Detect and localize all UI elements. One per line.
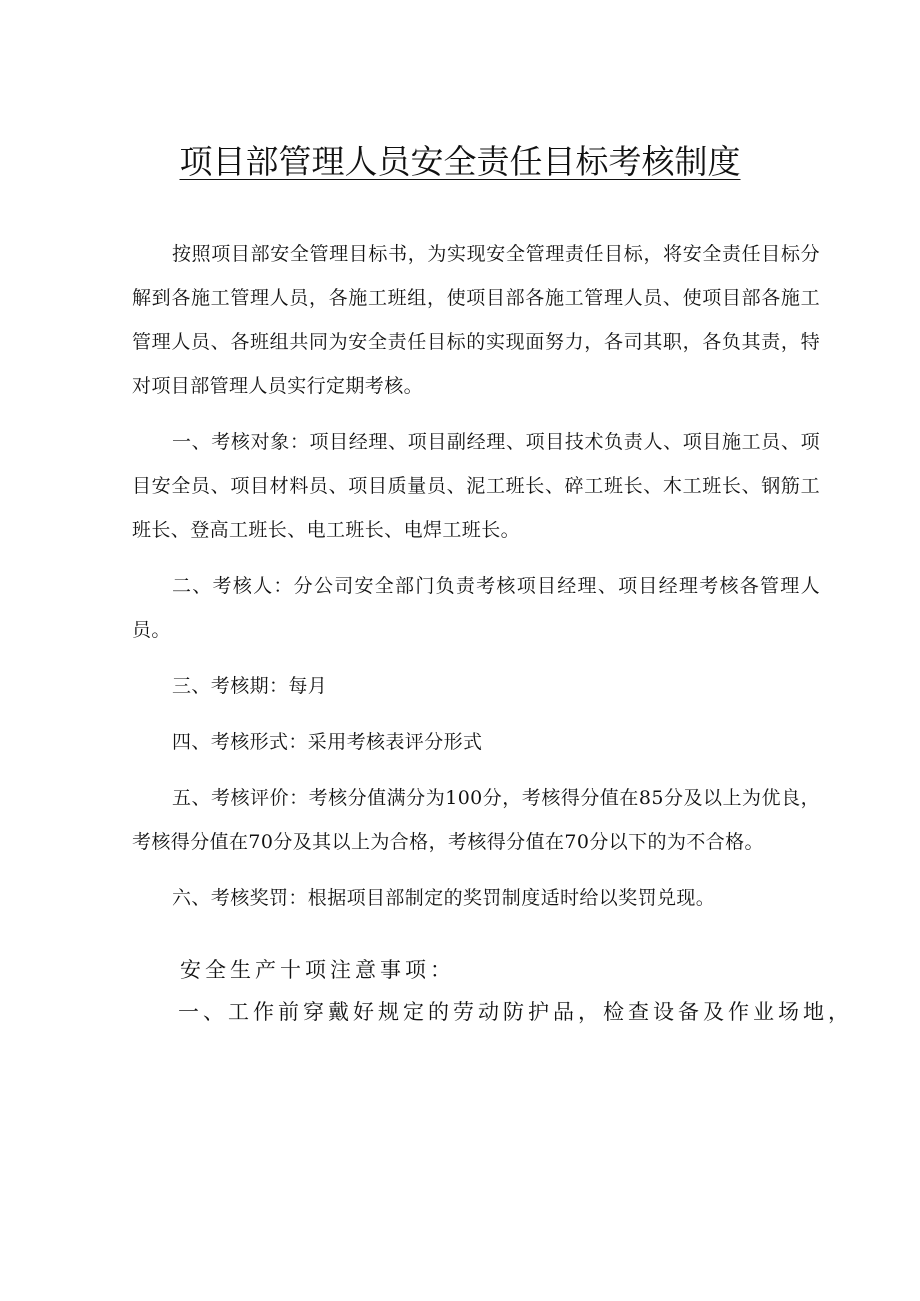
paragraph-assessment-form: 四、考核形式：采用考核表评分形式 [172,731,483,753]
paragraph-intro: 按照项目部安全管理目标书，为实现安全管理责任目标，将安全责任目标分解到各施工管理人员，各施工班组，使项目部各施工管理人员、使项目部各施工管理人员、各班组共同为安全责任目标的实现面努力，各司其职，各负其责，特对项目部管理人员实行定期考核。 [132,243,820,397]
notice-item: 一、工作前穿戴好规定的劳动防护品，检查设备及作业场地， [178,1000,853,1024]
notice-title: 安全生产十项注意事项： [180,958,455,982]
paragraph-assessors: 二、考核人：分公司安全部门负责考核项目经理、项目经理考核各管理人员。 [132,575,820,641]
paragraph-assessment-period: 三、考核期：每月 [172,675,328,697]
document-title [0,140,920,184]
paragraph-rewards-penalties: 六、考核奖罚：根据项目部制定的奖罚制度适时给以奖罚兑现。 [172,887,716,909]
paragraph-assessment-evaluation: 五、考核评价：考核分值满分为100分，考核得分值在85分及以上为优良，考核得分值在70分及其以上为合格，考核得分值在70分以下的为不合格。 [132,787,820,853]
document-title-text: 项目部管理人员安全责任目标考核制度 [179,142,741,181]
document-body [132,232,820,932]
paragraph-assessment-targets: 一、考核对象：项目经理、项目副经理、项目技术负责人、项目施工员、项目安全员、项目材料员、项目质量员、泥工班长、碎工班长、木工班长、钢筋工班长、登高工班长、电工班长、电焊工班长。 [132,431,820,541]
